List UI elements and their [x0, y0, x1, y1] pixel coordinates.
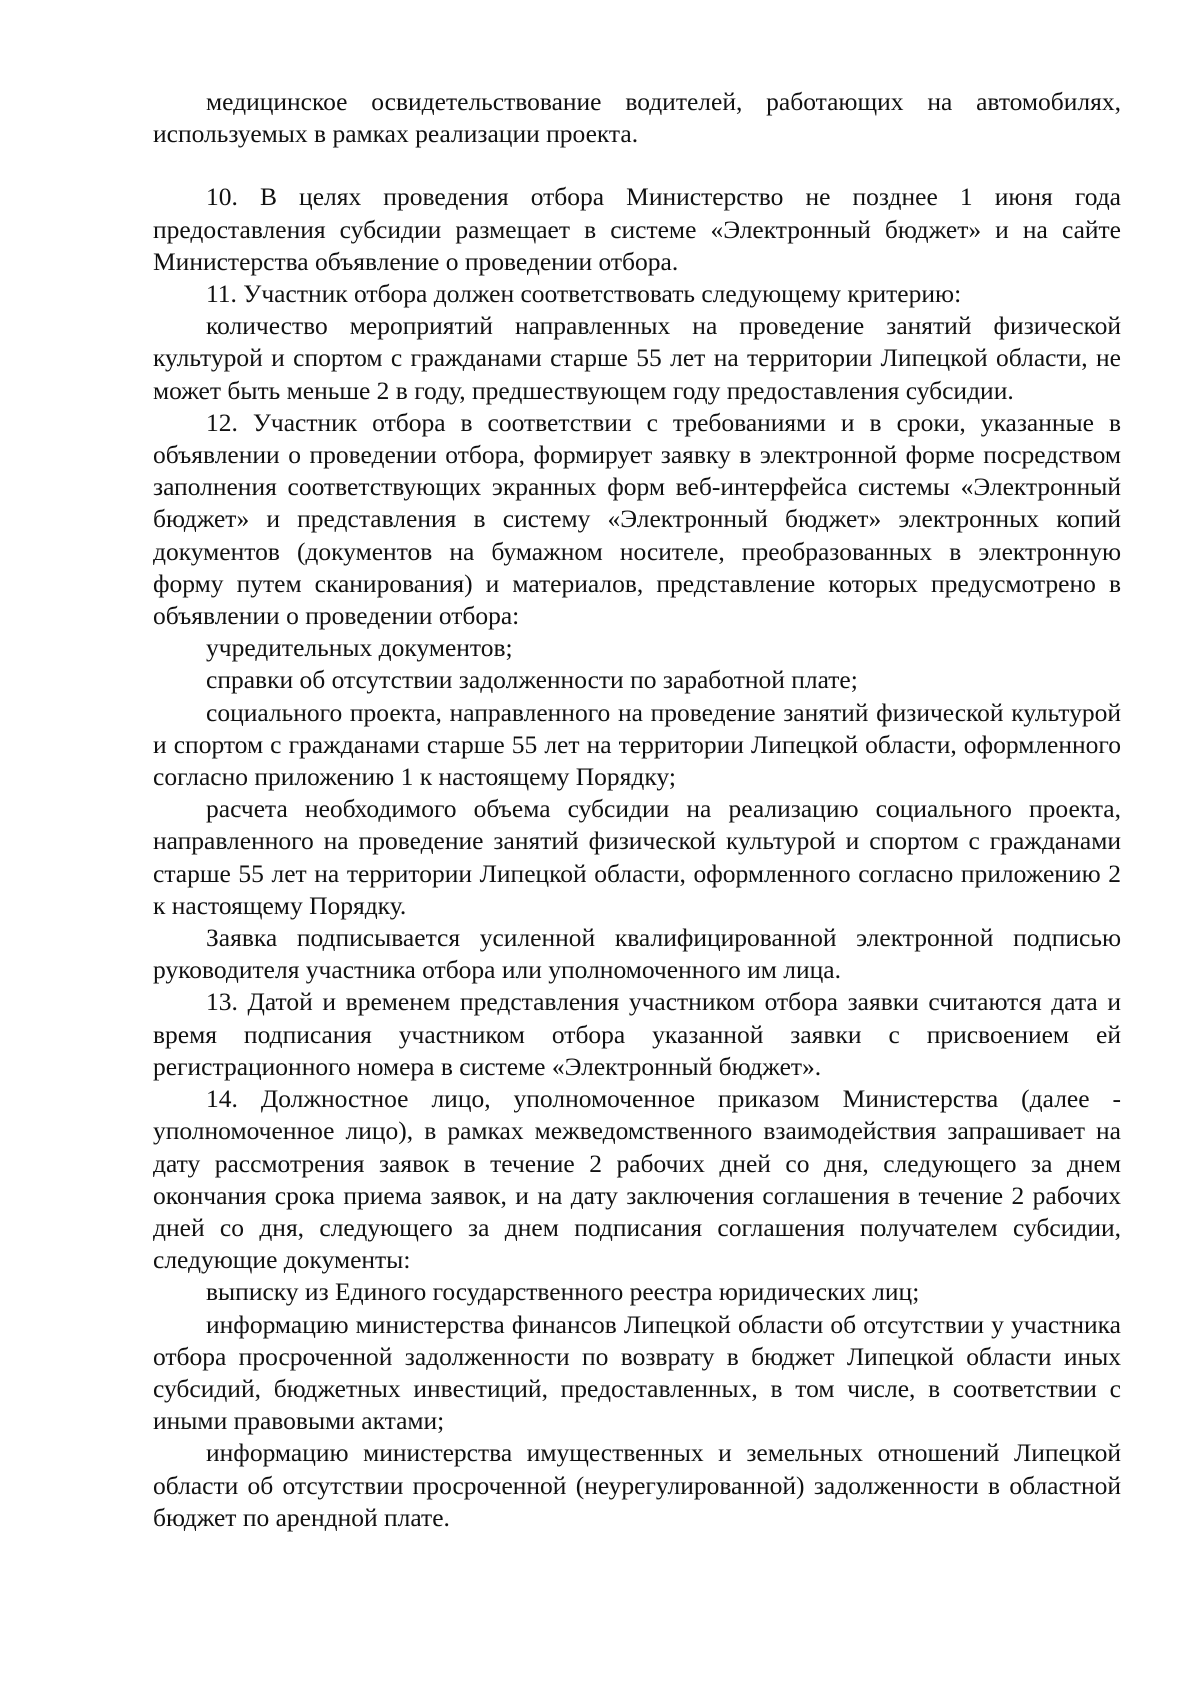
paragraph-12: 12. Участник отбора в соответствии с требованиями и в сроки, указанные в объявлении о проведении отбора, формирует заявку в электронной форме посредством заполнения соответствующих экранных форм веб-интерфейса системы «Электронный бюджет» и представления в систему «Электронный бюджет» электронных копий документов (документов на бумажном носителе, преобразованных в электронную форму путем сканирования) и материалов, представление которых предусмотрено в объявлении о проведении отбора: [153, 407, 1121, 631]
list-item: справки об отсутствии задолженности по заработной плате; [206, 665, 858, 695]
paragraph-continuation: медицинское освидетельствование водителей, работающих на автомобилях, используемых в рамках реализации проекта. [153, 87, 1121, 149]
list-item: расчета необходимого объема субсидии на реализацию социального проекта, направленного на проведение занятий физической культурой и спортом с гражданами старше 55 лет на территории Липецкой области, оформленного согласно приложению 2 к настоящему Порядку. [153, 794, 1121, 920]
list-item: выписку из Единого государственного реестра юридических лиц; [206, 1277, 920, 1307]
paragraph-13: 13. Датой и временем представления участником отбора заявки считаются дата и время подписания участником отбора указанной заявки с присвоением ей регистрационного номера в системе «Электронный бюджет». [153, 987, 1121, 1081]
paragraph-signature-note: Заявка подписывается усиленной квалифицированной электронной подписью руководителя участника отбора или уполномоченного им лица. [153, 923, 1121, 985]
paragraph-14: 14. Должностное лицо, уполномоченное приказом Министерства (далее - уполномоченное лицо), в рамках межведомственного взаимодействия запрашивает на дату рассмотрения заявок в течение 2 рабочих дней со дня, следующего за днем окончания срока приема заявок, и на дату заключения соглашения в течение 2 рабочих дней со дня, следующего за днем подписания соглашения получателем субсидии, следующие документы: [153, 1084, 1121, 1275]
paragraph-10: 10. В целях проведения отбора Министерство не позднее 1 июня года предоставления субсидии размещает в системе «Электронный бюджет» и на сайте Министерства объявление о проведении отбора. [153, 182, 1121, 276]
list-item: социального проекта, направленного на проведение занятий физической культурой и спортом с гражданами старше 55 лет на территории Липецкой области, оформленного согласно приложению 1 к настоящему Порядку; [153, 697, 1121, 792]
paragraph-11-criterion: количество мероприятий направленных на проведение занятий физической культурой и спортом с гражданами старше 55 лет на территории Липецкой области, не может быть меньше 2 в году, предшествующем году предоставления субсидии. [153, 311, 1121, 405]
paragraph-11: 11. Участник отбора должен соответствовать следующему критерию: [206, 279, 962, 309]
list-item: информацию министерства финансов Липецкой области об отсутствии у участника отбора просроченной задолженности по возврату в бюджет Липецкой области иных субсидий, бюджетных инвестиций, предоставленных, в том числе, в соответствии с иными правовыми актами; [153, 1309, 1121, 1436]
document-page [153, 86, 1121, 1534]
list-item: информацию министерства имущественных и земельных отношений Липецкой области об отсутствии просроченной (неурегулированной) задолженности в областной бюджет по арендной плате. [153, 1438, 1121, 1532]
list-item: учредительных документов; [206, 633, 513, 663]
